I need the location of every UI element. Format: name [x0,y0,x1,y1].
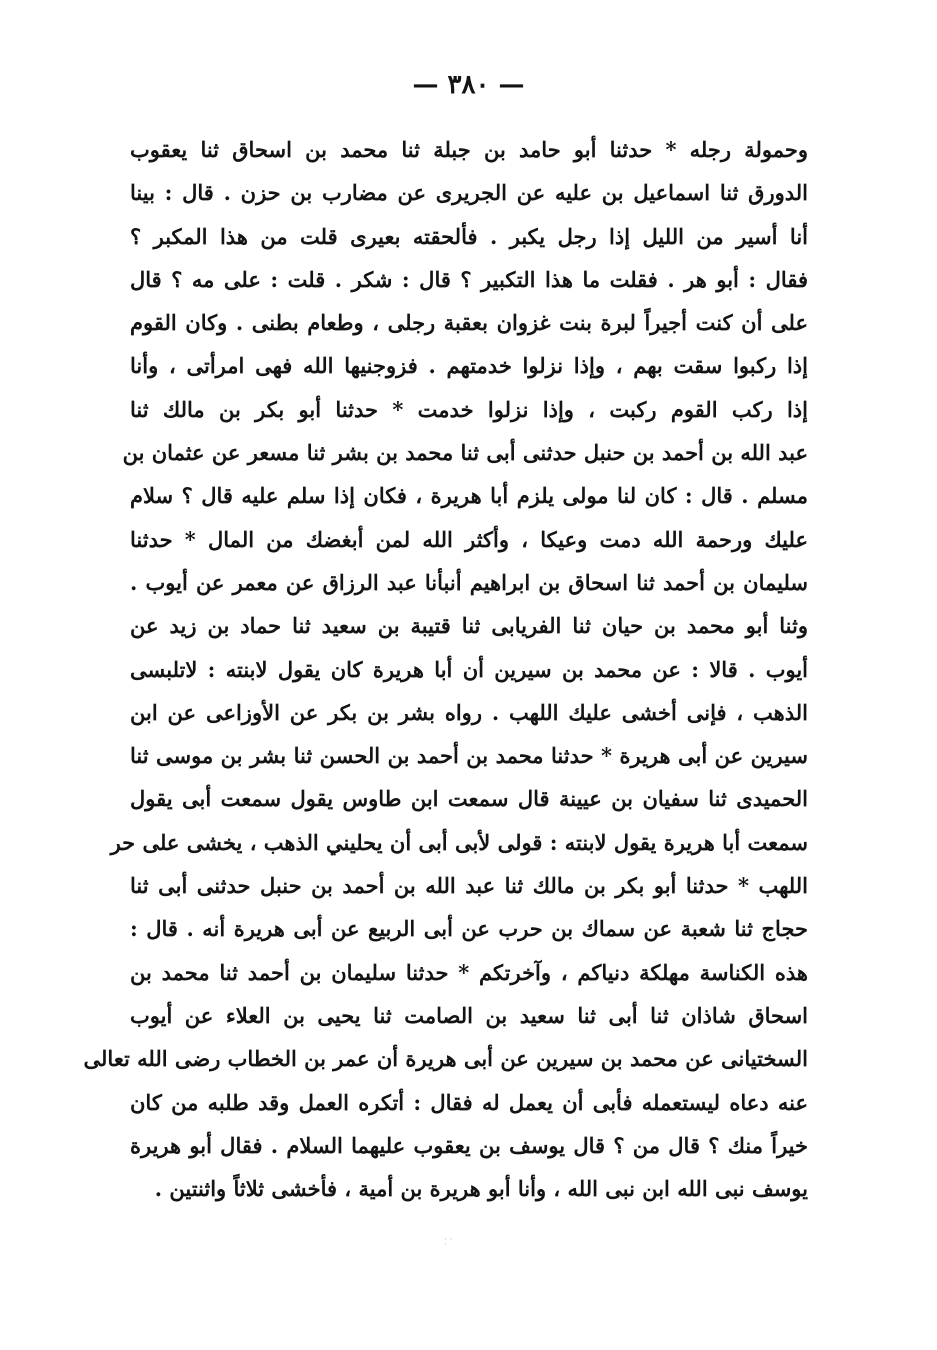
text-line: خيراً منك ؟ قال من ؟ قال يوسف بن يعقوب عليهما السلام . فقال أبو هريرة [130,1132,808,1158]
text-line: اللهب * حدثنا أبو بكر بن مالك ثنا عبد الله بن أحمد بن حنبل حدثنى أبى ثنا [130,873,808,899]
text-line: مسلم . قال : كان لنا مولى يلزم أبا هريرة ، فكان إذا سلم عليه قال ؟ سلام [130,483,808,509]
text-line: فقال : أبو هر . فقلت ما هذا التكبير ؟ قال : شكر . قلت : على مه ؟ قال [130,266,808,292]
text-line: على أن كنت أجيراً لبرة بنت غزوان بعقبة رجلى ، وطعام بطنى . وكان القوم [130,310,808,336]
text-line: أيوب . قالا : عن محمد بن سيرين أن أبا هريرة كان يقول لابنته : لاتلبسى [130,656,808,682]
text-line: عليك ورحمة الله دمت وعيكا ، وأكثر الله لمن أبغضك من المال * حدثنا [130,526,808,552]
text-line: الدورق ثنا اسماعيل بن عليه عن الجريرى عن مضارب بن حزن . قال : بينا [130,180,808,206]
scan-speck: · · · [444,1235,453,1250]
text-line: أنا أسير من الليل إذا رجل يكبر . فألحقته بعيرى قلت من هذا المكبر ؟ [130,223,808,249]
text-line: سليمان بن أحمد ثنا اسحاق بن ابراهيم أنبأنا عبد الرزاق عن معمر عن أيوب . [130,569,808,595]
text-line: حجاج ثنا شعبة عن سماك بن حرب عن أبى الربيع عن أبى هريرة أنه . قال : [130,916,808,942]
text-line: اسحاق شاذان ثنا أبى ثنا سعيد بن الصامت ثنا يحيى بن العلاء عن أيوب [130,1002,808,1028]
text-line: يوسف نبى الله ابن نبى الله ، وأنا أبو هريرة بن أمية ، فأخشى ثلاثاً واثنتين . [154,1176,808,1202]
text-line: الذهب ، فإنى أخشى عليك اللهب . رواه بشر بن بكر عن الأوزاعى عن ابن [130,699,808,725]
text-line: وحمولة رجله * حدثنا أبو حامد بن جبلة ثنا محمد بن اسحاق ثنا يعقوب [130,137,808,162]
text-line: السختيانى عن محمد بن سيرين عن أبى هريرة أن عمر بن الخطاب رضى الله تعالى [83,1046,808,1072]
page-number: — ٣٨٠ — [412,70,525,100]
text-line: إذا ركبوا سقت بهم ، وإذا نزلوا خدمتهم . فزوجنيها الله فهى امرأتى ، وأنا [130,353,808,379]
text-line: عنه دعاه ليستعمله فأبى أن يعمل له فقال : أتكره العمل وقد طلبه من كان [130,1089,808,1115]
text-line: الحميدى ثنا سفيان بن عيينة قال سمعت ابن طاوس يقول سمعت أبى يقول [130,786,808,812]
body-text [83,128,808,1210]
text-line: عبد الله بن أحمد بن حنبل حدثنى أبى ثنا محمد بن بشر ثنا مسعر عن عثمان بن [122,440,808,466]
text-line: وثنا أبو محمد بن حيان ثنا الفريابى ثنا قتيبة بن سعيد ثنا حماد بن زيد عن [130,613,808,639]
text-line: إذا ركب القوم ركبت ، وإذا نزلوا خدمت * حدثنا أبو بكر بن مالك ثنا [130,396,808,422]
text-line: سمعت أبا هريرة يقول لابنته : قولى لأبى أبى أن يحليني الذهب ، يخشى على حر [110,829,808,855]
text-line: هذه الكناسة مهلكة دنياكم ، وآخرتكم * حدثنا سليمان بن أحمد ثنا محمد بن [130,959,808,985]
text-line: سيرين عن أبى هريرة * حدثنا محمد بن أحمد بن الحسن ثنا بشر بن موسى ثنا [130,743,808,769]
